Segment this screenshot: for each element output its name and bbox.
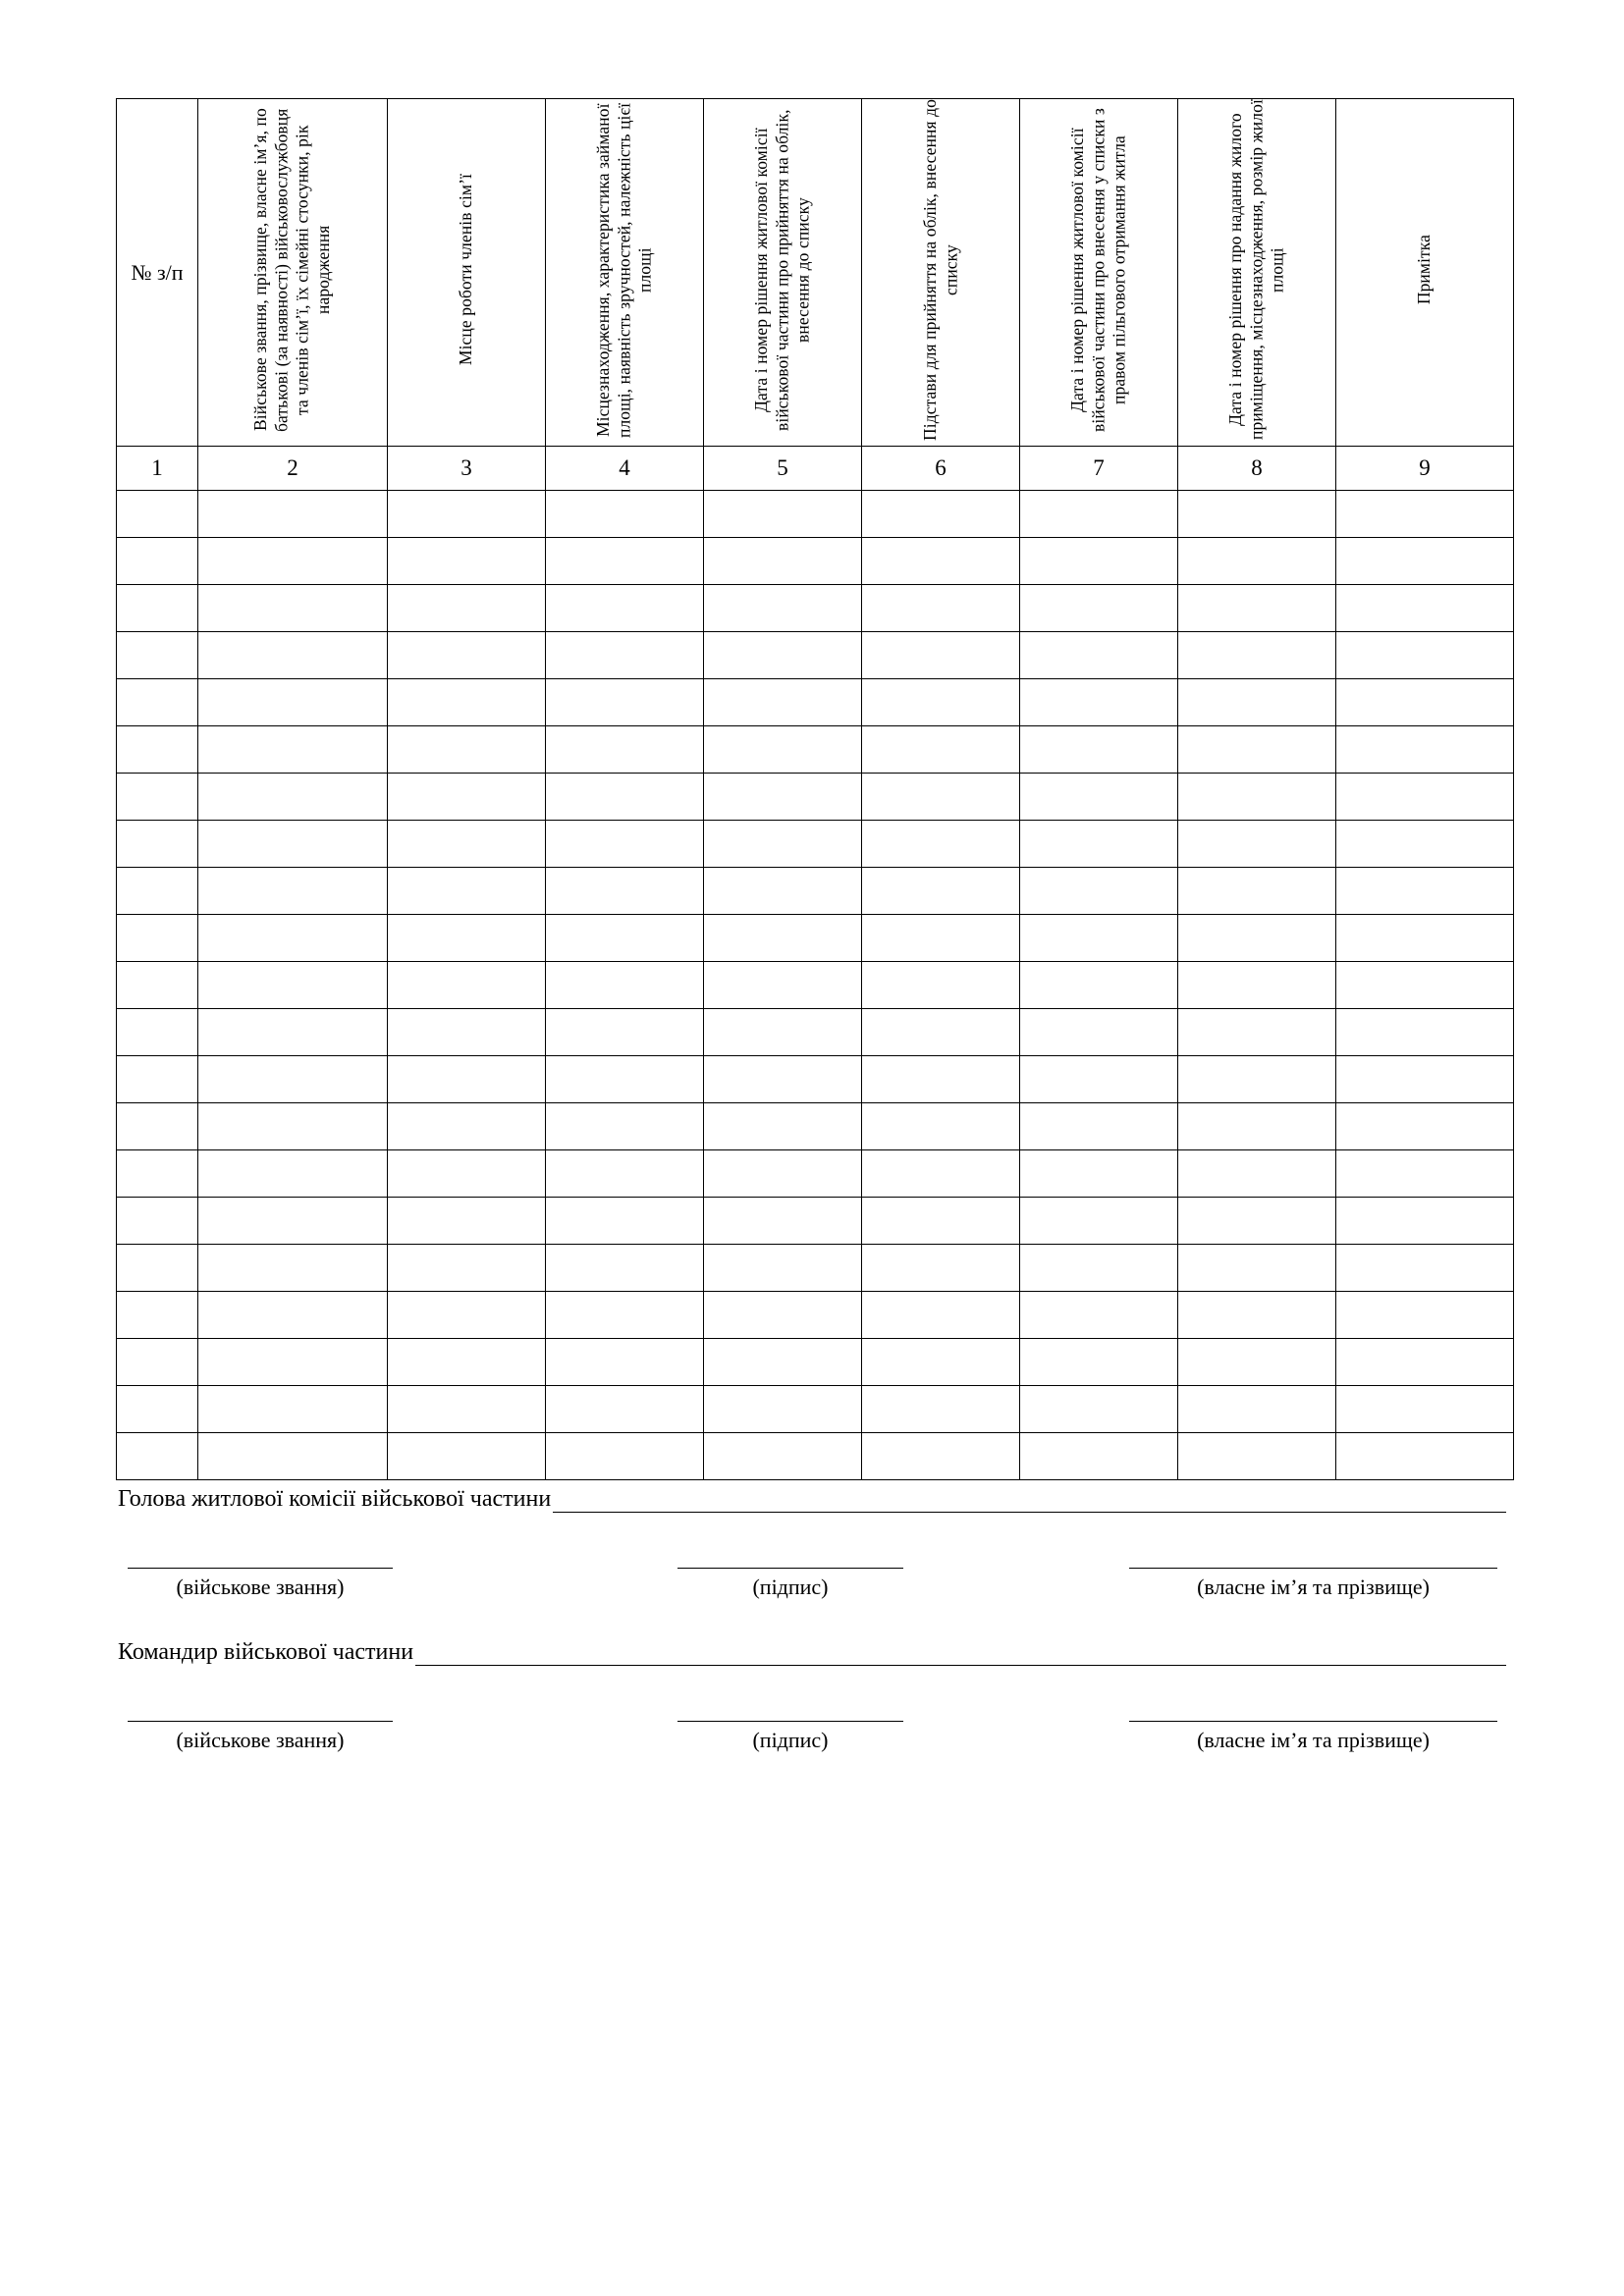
table-cell[interactable]: [862, 1433, 1020, 1480]
table-row: [117, 1433, 1514, 1480]
table-cell[interactable]: [198, 726, 388, 774]
table-cell[interactable]: [1178, 962, 1336, 1009]
table-cell[interactable]: [1336, 1386, 1514, 1433]
table-cell[interactable]: [546, 962, 704, 1009]
table-cell[interactable]: [1020, 821, 1178, 868]
column-number-5: 5: [704, 447, 862, 491]
caption-rule-name-commander: [1129, 1721, 1497, 1722]
header-cell-4: [546, 99, 704, 447]
column-number-6: 6: [862, 447, 1020, 491]
table-cell[interactable]: [1020, 585, 1178, 632]
table-cell[interactable]: [1178, 538, 1336, 585]
caption-signature-commander: [677, 1721, 903, 1753]
table-body: [117, 491, 1514, 1480]
table-header-row: [117, 99, 1514, 447]
table-cell[interactable]: [1020, 1433, 1178, 1480]
table-cell[interactable]: [862, 1056, 1020, 1103]
table-cell[interactable]: [117, 821, 198, 868]
table-cell[interactable]: [388, 915, 546, 962]
table-cell[interactable]: [388, 868, 546, 915]
table-row: [117, 585, 1514, 632]
table-cell[interactable]: [862, 538, 1020, 585]
table-cell[interactable]: [117, 962, 198, 1009]
table-row: [117, 1009, 1514, 1056]
table-cell[interactable]: [1336, 915, 1514, 962]
table-row: [117, 1245, 1514, 1292]
table-cell[interactable]: [117, 1150, 198, 1198]
caption-name-chairman: [1129, 1568, 1497, 1600]
table-cell[interactable]: [1178, 726, 1336, 774]
table-cell[interactable]: [1178, 1245, 1336, 1292]
table-cell[interactable]: [1336, 1103, 1514, 1150]
table-cell[interactable]: [1178, 1056, 1336, 1103]
table-cell[interactable]: [862, 1198, 1020, 1245]
table-cell[interactable]: [1336, 1433, 1514, 1480]
table-cell[interactable]: [704, 962, 862, 1009]
signature-title-row-commander: [118, 1639, 1506, 1666]
table-cell[interactable]: [1336, 868, 1514, 915]
table-cell[interactable]: [1178, 1150, 1336, 1198]
table-cell[interactable]: [1178, 1198, 1336, 1245]
signature-section-commander: [118, 1639, 1506, 1753]
table-cell[interactable]: [704, 774, 862, 821]
table-cell[interactable]: [546, 1433, 704, 1480]
table-cell[interactable]: [388, 1150, 546, 1198]
table-row: [117, 1056, 1514, 1103]
table-cell[interactable]: [862, 1245, 1020, 1292]
signature-title-chairman: Голова житлової комісії військової частини: [118, 1486, 552, 1512]
caption-text-name-commander: (власне ім’я та прізвище): [1197, 1728, 1430, 1752]
table-cell[interactable]: [198, 679, 388, 726]
header-cell-7: [1020, 99, 1178, 447]
table-cell[interactable]: [388, 679, 546, 726]
table-row: [117, 915, 1514, 962]
table-row: [117, 538, 1514, 585]
table-cell[interactable]: [704, 1339, 862, 1386]
table-cell[interactable]: [1178, 632, 1336, 679]
table-cell[interactable]: [1336, 585, 1514, 632]
table-cell[interactable]: [704, 1198, 862, 1245]
caption-text-rank-chairman: (військове звання): [176, 1575, 345, 1599]
table-cell[interactable]: [117, 1292, 198, 1339]
table-cell[interactable]: [388, 1056, 546, 1103]
table-cell[interactable]: [1336, 491, 1514, 538]
signature-fill-line-chairman[interactable]: [553, 1492, 1506, 1513]
table-cell[interactable]: [198, 1150, 388, 1198]
table-cell[interactable]: [1178, 491, 1336, 538]
header-label-9: Примітка: [1414, 235, 1435, 305]
table-cell[interactable]: [704, 1433, 862, 1480]
table-cell[interactable]: [1336, 1292, 1514, 1339]
table-cell[interactable]: [388, 1433, 546, 1480]
header-cell-2: [198, 99, 388, 447]
header-cell-3: [388, 99, 546, 447]
table-cell[interactable]: [1178, 1386, 1336, 1433]
caption-rank-commander: [128, 1721, 393, 1753]
table-cell[interactable]: [198, 632, 388, 679]
header-cell-5: [704, 99, 862, 447]
caption-signature-chairman: [677, 1568, 903, 1600]
table-cell[interactable]: [388, 538, 546, 585]
table-cell[interactable]: [117, 679, 198, 726]
table-cell[interactable]: [117, 1245, 198, 1292]
table-cell[interactable]: [862, 1150, 1020, 1198]
table-cell[interactable]: [117, 585, 198, 632]
table-cell[interactable]: [117, 1198, 198, 1245]
table-row: [117, 679, 1514, 726]
column-number-7: 7: [1020, 447, 1178, 491]
column-number-3: 3: [388, 447, 546, 491]
column-number-8: 8: [1178, 447, 1336, 491]
signature-title-row-chairman: [118, 1486, 1506, 1513]
table-cell[interactable]: [1336, 1339, 1514, 1386]
table-cell[interactable]: [388, 962, 546, 1009]
table-cell[interactable]: [198, 1103, 388, 1150]
table-cell[interactable]: [704, 491, 862, 538]
table-cell[interactable]: [198, 1245, 388, 1292]
table-cell[interactable]: [388, 1292, 546, 1339]
table-cell[interactable]: [1020, 679, 1178, 726]
table-cell[interactable]: [546, 585, 704, 632]
table-cell[interactable]: [1336, 774, 1514, 821]
table-cell[interactable]: [546, 1009, 704, 1056]
table-cell[interactable]: [1020, 632, 1178, 679]
table-cell[interactable]: [117, 1103, 198, 1150]
table-cell[interactable]: [117, 1386, 198, 1433]
header-cell-6: [862, 99, 1020, 447]
table-cell[interactable]: [546, 679, 704, 726]
table-cell[interactable]: [862, 868, 1020, 915]
table-cell[interactable]: [1336, 632, 1514, 679]
table-cell[interactable]: [704, 868, 862, 915]
table-cell[interactable]: [198, 585, 388, 632]
table-cell[interactable]: [546, 821, 704, 868]
signature-fill-line-commander[interactable]: [415, 1645, 1506, 1666]
caption-text-signature-chairman: (підпис): [752, 1575, 829, 1599]
table-cell[interactable]: [198, 538, 388, 585]
table-cell[interactable]: [862, 1103, 1020, 1150]
table-cell[interactable]: [1020, 1056, 1178, 1103]
table-cell[interactable]: [388, 1386, 546, 1433]
table-cell[interactable]: [1178, 585, 1336, 632]
table-cell[interactable]: [117, 538, 198, 585]
table-cell[interactable]: [546, 1245, 704, 1292]
table-cell[interactable]: [1178, 1103, 1336, 1150]
caption-rule-signature-commander: [677, 1721, 903, 1722]
table-cell[interactable]: [1020, 962, 1178, 1009]
caption-row-chairman: [118, 1568, 1506, 1600]
table-cell[interactable]: [388, 1198, 546, 1245]
header-label-5: Дата і номер рішення житлової комісії військової частини про прийняття на облік, внесення до списку: [750, 109, 813, 431]
table-cell[interactable]: [704, 1056, 862, 1103]
table-cell[interactable]: [1020, 1103, 1178, 1150]
table-cell[interactable]: [198, 868, 388, 915]
table-cell[interactable]: [1178, 915, 1336, 962]
table-row: [117, 1103, 1514, 1150]
table-cell[interactable]: [1020, 1198, 1178, 1245]
table-cell[interactable]: [704, 632, 862, 679]
table-cell[interactable]: [388, 1339, 546, 1386]
table-cell[interactable]: [388, 821, 546, 868]
table-cell[interactable]: [862, 1386, 1020, 1433]
caption-rule-rank-commander: [128, 1721, 393, 1722]
table-cell[interactable]: [704, 679, 862, 726]
table-cell[interactable]: [117, 774, 198, 821]
table-cell[interactable]: [1178, 821, 1336, 868]
table-cell[interactable]: [546, 868, 704, 915]
table-cell[interactable]: [862, 1339, 1020, 1386]
table-cell[interactable]: [862, 726, 1020, 774]
table-cell[interactable]: [117, 1056, 198, 1103]
table-cell[interactable]: [198, 1292, 388, 1339]
table-cell[interactable]: [117, 1009, 198, 1056]
table-row: [117, 1198, 1514, 1245]
table-cell[interactable]: [704, 1245, 862, 1292]
table-cell[interactable]: [862, 821, 1020, 868]
table-cell[interactable]: [704, 1150, 862, 1198]
table-cell[interactable]: [1020, 538, 1178, 585]
table-cell[interactable]: [1178, 774, 1336, 821]
table-cell[interactable]: [388, 1245, 546, 1292]
table-cell[interactable]: [704, 585, 862, 632]
table-cell[interactable]: [117, 632, 198, 679]
table-cell[interactable]: [388, 632, 546, 679]
table-cell[interactable]: [117, 491, 198, 538]
table-cell[interactable]: [388, 726, 546, 774]
table-cell[interactable]: [198, 491, 388, 538]
table-cell[interactable]: [388, 1009, 546, 1056]
table-row: [117, 868, 1514, 915]
caption-rank-chairman: [128, 1568, 393, 1600]
table-cell[interactable]: [704, 1009, 862, 1056]
header-label-7: Дата і номер рішення житлової комісії військової частини про внесення у списки з правом пільгового отримання житла: [1066, 108, 1129, 432]
table-cell[interactable]: [1178, 679, 1336, 726]
table-cell[interactable]: [198, 1056, 388, 1103]
table-cell[interactable]: [117, 1433, 198, 1480]
table-cell[interactable]: [546, 726, 704, 774]
table-cell[interactable]: [546, 632, 704, 679]
header-cell-9: [1336, 99, 1514, 447]
table-cell[interactable]: [1336, 538, 1514, 585]
table-cell[interactable]: [704, 915, 862, 962]
table-row: [117, 632, 1514, 679]
table-cell[interactable]: [704, 1103, 862, 1150]
table-cell[interactable]: [198, 774, 388, 821]
table-cell[interactable]: [1020, 726, 1178, 774]
table-cell[interactable]: [198, 915, 388, 962]
table-cell[interactable]: [1020, 491, 1178, 538]
header-cell-8: [1178, 99, 1336, 447]
table-cell[interactable]: [862, 679, 1020, 726]
table-cell[interactable]: [704, 821, 862, 868]
table-cell[interactable]: [862, 1009, 1020, 1056]
table-cell[interactable]: [198, 1433, 388, 1480]
table-cell[interactable]: [1020, 868, 1178, 915]
table-cell[interactable]: [388, 774, 546, 821]
table-cell[interactable]: [388, 1103, 546, 1150]
table-cell[interactable]: [1020, 1245, 1178, 1292]
table-cell[interactable]: [1336, 679, 1514, 726]
table-cell[interactable]: [1336, 1150, 1514, 1198]
column-number-4: 4: [546, 447, 704, 491]
table-cell[interactable]: [1020, 774, 1178, 821]
caption-row-commander: [118, 1721, 1506, 1753]
table-cell[interactable]: [862, 632, 1020, 679]
table-cell[interactable]: [1020, 1150, 1178, 1198]
caption-text-name-chairman: (власне ім’я та прізвище): [1197, 1575, 1430, 1599]
table-cell[interactable]: [198, 1198, 388, 1245]
table-cell[interactable]: [1178, 1433, 1336, 1480]
table-cell[interactable]: [117, 868, 198, 915]
table-cell[interactable]: [862, 962, 1020, 1009]
header-label-2: Військове звання, прізвище, власне ім’я, по батькові (за наявності) військовослужбовця та членів сім’ї, їх сімейні стосунки, рік народження: [250, 108, 334, 432]
header-label-6: Підстави для прийняття на облік, внесення до списку: [919, 99, 960, 441]
table-cell[interactable]: [704, 538, 862, 585]
signature-section-chairman: [118, 1486, 1506, 1600]
table-row: [117, 1150, 1514, 1198]
column-number-2: 2: [198, 447, 388, 491]
table-cell[interactable]: [546, 774, 704, 821]
header-label-4: Місцезнаходження, характеристика займаної площі, наявність зручностей, належність цієї площі: [592, 102, 655, 438]
caption-rule-rank-chairman: [128, 1568, 393, 1569]
table-cell[interactable]: [1336, 1056, 1514, 1103]
table-cell[interactable]: [198, 1386, 388, 1433]
table-cell[interactable]: [388, 585, 546, 632]
caption-text-rank-commander: (військове звання): [176, 1728, 345, 1752]
table-cell[interactable]: [862, 1292, 1020, 1339]
table-cell[interactable]: [1336, 726, 1514, 774]
table-cell[interactable]: [1178, 1292, 1336, 1339]
table-cell[interactable]: [1336, 1245, 1514, 1292]
table-row: [117, 962, 1514, 1009]
table-cell[interactable]: [117, 915, 198, 962]
table-cell[interactable]: [198, 1009, 388, 1056]
table-cell[interactable]: [862, 915, 1020, 962]
table-cell[interactable]: [546, 491, 704, 538]
table-cell[interactable]: [704, 1386, 862, 1433]
table-row: [117, 1386, 1514, 1433]
table-cell[interactable]: [1336, 1198, 1514, 1245]
table-cell[interactable]: [1020, 1339, 1178, 1386]
table-row: [117, 1339, 1514, 1386]
table-cell[interactable]: [546, 538, 704, 585]
column-number-row: [117, 447, 1514, 491]
caption-rule-signature-chairman: [677, 1568, 903, 1569]
header-label-1: № з/п: [131, 259, 184, 285]
table-cell[interactable]: [546, 1103, 704, 1150]
table-cell[interactable]: [1020, 1292, 1178, 1339]
table-cell[interactable]: [1020, 1386, 1178, 1433]
table-cell[interactable]: [1178, 1009, 1336, 1056]
table-cell[interactable]: [1336, 1009, 1514, 1056]
signature-title-commander: Командир військової частини: [118, 1639, 414, 1665]
header-cell-1: [117, 99, 198, 447]
table-cell[interactable]: [117, 1339, 198, 1386]
header-label-3: Місце роботи членів сім’ї: [456, 174, 476, 366]
table-cell[interactable]: [1336, 962, 1514, 1009]
table-cell[interactable]: [546, 1056, 704, 1103]
table-cell[interactable]: [704, 1292, 862, 1339]
table-cell[interactable]: [198, 962, 388, 1009]
column-number-1: 1: [117, 447, 198, 491]
caption-name-commander: [1129, 1721, 1497, 1753]
table-cell[interactable]: [198, 1339, 388, 1386]
table-cell[interactable]: [1178, 1339, 1336, 1386]
table-cell[interactable]: [388, 491, 546, 538]
caption-text-signature-commander: (підпис): [752, 1728, 829, 1752]
table-cell[interactable]: [546, 1386, 704, 1433]
table-cell[interactable]: [546, 1339, 704, 1386]
table-cell[interactable]: [198, 821, 388, 868]
table-cell[interactable]: [546, 1150, 704, 1198]
table-cell[interactable]: [862, 774, 1020, 821]
table-cell[interactable]: [862, 491, 1020, 538]
caption-rule-name-chairman: [1129, 1568, 1497, 1569]
column-number-9: 9: [1336, 447, 1514, 491]
table-row: [117, 491, 1514, 538]
header-label-8: Дата і номер рішення про надання жилого приміщення, місцезнаходження, розмір жилої площі: [1224, 99, 1287, 441]
table-cell[interactable]: [1020, 915, 1178, 962]
table-row: [117, 774, 1514, 821]
table-cell[interactable]: [1178, 868, 1336, 915]
table-cell[interactable]: [862, 585, 1020, 632]
table-cell[interactable]: [546, 1198, 704, 1245]
housing-registry-table: [116, 98, 1514, 1480]
table-row: [117, 1292, 1514, 1339]
table-header: [117, 99, 1514, 491]
table-cell[interactable]: [704, 726, 862, 774]
table-cell[interactable]: [546, 915, 704, 962]
table-cell[interactable]: [1020, 1009, 1178, 1056]
table-row: [117, 821, 1514, 868]
table-cell[interactable]: [546, 1292, 704, 1339]
table-row: [117, 726, 1514, 774]
table-cell[interactable]: [117, 726, 198, 774]
table-cell[interactable]: [1336, 821, 1514, 868]
